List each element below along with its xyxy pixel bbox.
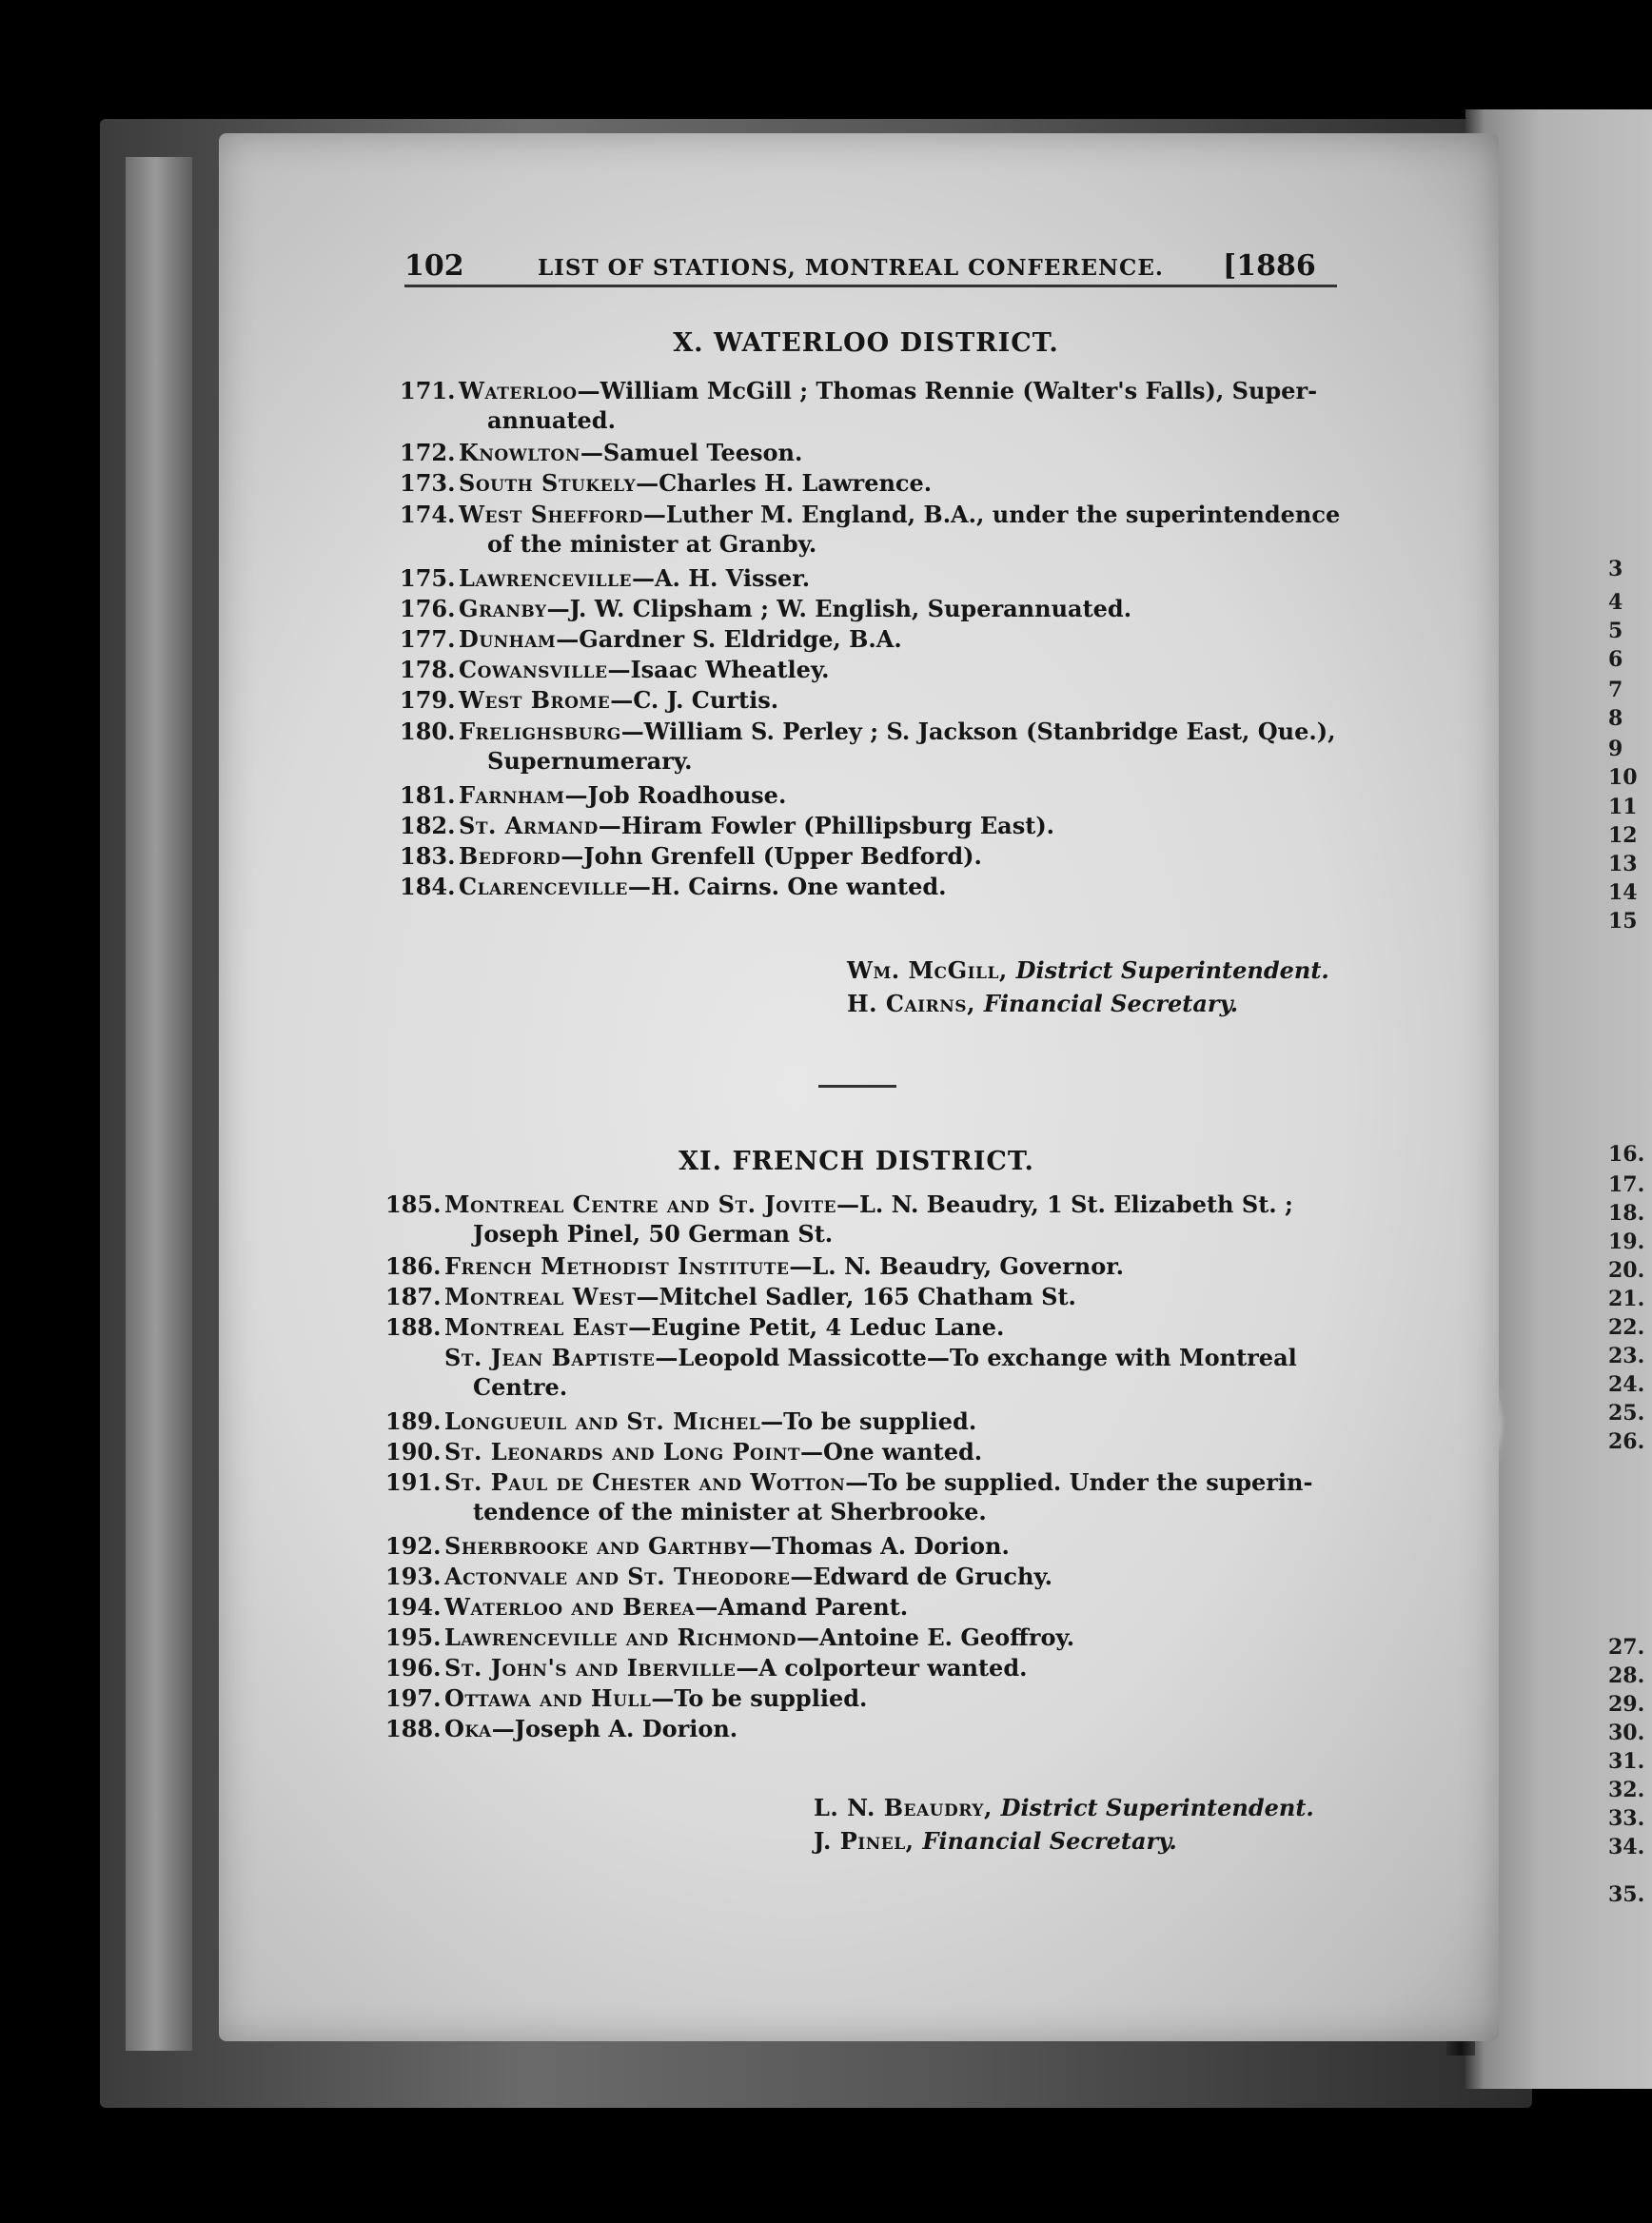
adjacent-page-number: 25. [1608, 1401, 1645, 1426]
signatory-name: H. Cairns, [847, 990, 984, 1017]
station-name: Ottawa and Hull [444, 1684, 652, 1712]
station-name: Sherbrooke and Garthby [444, 1532, 749, 1560]
station-appointment: —To be supplied. [760, 1407, 977, 1435]
adjacent-page-number: 16. [1608, 1142, 1645, 1167]
adjacent-page-number: 10 [1608, 765, 1638, 790]
station-appointment: —Isaac Wheatley. [607, 656, 830, 683]
station-entry [385, 1623, 1337, 1652]
adjacent-page-number: 7 [1608, 678, 1623, 702]
station-appointment: —One wanted. [800, 1438, 983, 1466]
adjacent-page-number: 3 [1608, 557, 1623, 581]
station-line [444, 1467, 1337, 1497]
station-appointment: —Luther M. England, B.A., under the superintendence [642, 501, 1341, 528]
station-appointment: —Job Roadhouse. [564, 781, 787, 809]
station-line [444, 1190, 1337, 1219]
station-entry [400, 376, 1351, 435]
district-title-waterloo: X. WATERLOO DISTRICT. [673, 328, 1059, 358]
station-entry [385, 1312, 1337, 1342]
station-line [444, 1282, 1337, 1311]
station-name: Actonvale and St. Theodore [444, 1563, 791, 1590]
district-title-french: XI. FRENCH DISTRICT. [678, 1147, 1034, 1176]
station-appointment: —Mitchel Sadler, 165 Chatham St. [636, 1283, 1076, 1310]
station-number: 187. [385, 1283, 442, 1310]
adjacent-page-number: 19. [1608, 1230, 1645, 1254]
station-appointment: —Gardner S. Eldridge, B.A. [556, 625, 902, 653]
adjacent-page-number: 28. [1608, 1663, 1645, 1688]
header-rule [404, 285, 1337, 287]
station-line [444, 1683, 1337, 1713]
adjacent-page-number: 22. [1608, 1315, 1645, 1340]
station-line [459, 438, 1351, 467]
adjacent-page-number: 8 [1608, 706, 1623, 731]
station-entry [385, 1562, 1337, 1591]
year: [1886 [1223, 249, 1316, 283]
station-number: 176. [400, 595, 456, 622]
station-line [444, 1437, 1337, 1466]
adjacent-page-number: 6 [1608, 647, 1623, 672]
station-number: 171. [400, 377, 456, 404]
station-number: 183. [400, 842, 456, 870]
station-appointment: —To be supplied. [651, 1684, 868, 1712]
station-appointment: —A colporteur wanted. [736, 1654, 1028, 1682]
station-line [444, 1251, 1337, 1281]
station-name: Montreal East [444, 1313, 629, 1341]
station-line [459, 685, 1351, 715]
station-number: 189. [385, 1407, 442, 1435]
station-number: 180. [400, 718, 456, 745]
signatory-name: L. N. Beaudry, [814, 1794, 1001, 1821]
station-number: 178. [400, 656, 456, 683]
station-number: 194. [385, 1593, 442, 1621]
station-appointment: —A. H. Visser. [631, 564, 811, 592]
station-number: 181. [400, 781, 456, 809]
adjacent-page-number: 4 [1608, 590, 1623, 615]
adjacent-page-number: 29. [1608, 1692, 1645, 1717]
station-appointment: —Charles H. Lawrence. [636, 469, 933, 497]
station-appointment: —Thomas A. Dorion. [748, 1532, 1010, 1560]
station-entry [400, 438, 1351, 467]
station-appointment: —John Grenfell (Upper Bedford). [560, 842, 982, 870]
station-entry [400, 500, 1351, 559]
station-name: West Brome [459, 686, 611, 714]
station-name: Waterloo and Berea [444, 1593, 696, 1621]
station-entry [385, 1190, 1337, 1249]
station-name: Knowlton [459, 439, 580, 466]
adjacent-page-number: 21. [1608, 1287, 1645, 1311]
running-head: LIST OF STATIONS, MONTREAL CONFERENCE. [538, 255, 1164, 281]
station-number: 195. [385, 1623, 442, 1651]
station-entry [385, 1437, 1337, 1466]
adjacent-page-number: 18. [1608, 1201, 1645, 1226]
station-appointment: —William McGill ; Thomas Rennie (Walter's Falls), Super- [577, 377, 1318, 404]
station-name: Lawrenceville and Richmond [444, 1623, 797, 1651]
station-name: St. John's and Iberville [444, 1654, 737, 1682]
station-number: 179. [400, 686, 456, 714]
station-appointment: —C. J. Curtis. [610, 686, 779, 714]
station-line [459, 468, 1351, 498]
station-appointment: —Amand Parent. [695, 1593, 909, 1621]
page-number: 102 [404, 249, 464, 283]
adjacent-page-number: 20. [1608, 1258, 1645, 1283]
adjacent-page-number: 30. [1608, 1721, 1645, 1745]
station-name: French Methodist Institute [444, 1252, 790, 1280]
adjacent-page-number: 27. [1608, 1635, 1645, 1660]
station-entry [385, 1343, 1337, 1402]
adjacent-page-number: 31. [1608, 1749, 1645, 1774]
signature-line [814, 1827, 1177, 1855]
adjacent-page-number: 35. [1608, 1882, 1645, 1907]
station-appointment: —Leopold Massicotte—To exchange with Montreal [655, 1344, 1297, 1371]
station-line [444, 1592, 1337, 1622]
station-entry [400, 594, 1351, 623]
signatory-role: Financial Secretary. [983, 990, 1239, 1017]
station-name: Bedford [459, 842, 561, 870]
station-appointment: —Samuel Teeson. [580, 439, 803, 466]
adjacent-page-number: 9 [1608, 737, 1623, 761]
signatory-role: District Superintendent. [1000, 1794, 1314, 1821]
station-line [444, 1714, 1337, 1743]
station-appointment: —J. W. Clipsham ; W. English, Superannuated. [546, 595, 1132, 622]
station-line [459, 872, 1351, 901]
station-entry [400, 563, 1351, 593]
station-continuation: Supernumerary. [487, 747, 693, 775]
station-line [444, 1623, 1337, 1652]
station-line [459, 717, 1351, 746]
adjacent-page-number: 34. [1608, 1835, 1645, 1859]
station-name: Farnham [459, 781, 565, 809]
adjacent-page-number: 24. [1608, 1372, 1645, 1397]
station-number: 173. [400, 469, 456, 497]
station-appointment: —L. N. Beaudry, 1 St. Elizabeth St. ; [836, 1190, 1293, 1218]
station-name: South Stukely [459, 469, 637, 497]
station-line [444, 1653, 1337, 1682]
station-appointment: —Joseph A. Dorion. [491, 1715, 738, 1742]
station-number: 188. [385, 1313, 442, 1341]
station-line [459, 655, 1351, 684]
station-name: St. Jean Baptiste [444, 1344, 656, 1371]
signature-line [847, 990, 1238, 1017]
station-name: Montreal West [444, 1283, 637, 1310]
station-number: 182. [400, 812, 456, 839]
station-line [459, 811, 1351, 840]
station-entry [385, 1531, 1337, 1561]
station-appointment: —To be supplied. Under the superin- [845, 1468, 1313, 1496]
adjacent-page-number: 15 [1608, 909, 1638, 934]
station-continuation: tendence of the minister at Sherbrooke. [473, 1498, 987, 1525]
station-continuation: of the minister at Granby. [487, 530, 817, 558]
station-name: Frelighsburg [459, 718, 621, 745]
station-entry [400, 717, 1351, 776]
station-appointment: —Hiram Fowler (Phillipsburg East). [598, 812, 1055, 839]
station-appointment: —Edward de Gruchy. [790, 1563, 1052, 1590]
station-number: 177. [400, 625, 456, 653]
adjacent-page-number: 14 [1608, 880, 1638, 905]
station-entry [385, 1592, 1337, 1622]
station-entry [400, 624, 1351, 654]
adjacent-page-number: 26. [1608, 1429, 1645, 1454]
station-name: West Shefford [459, 501, 643, 528]
adjacent-page-number: 23. [1608, 1344, 1645, 1368]
station-line [444, 1407, 1337, 1436]
station-appointment: —H. Cairns. One wanted. [627, 873, 947, 900]
station-line [459, 780, 1351, 810]
station-entry [400, 655, 1351, 684]
station-number: 197. [385, 1684, 442, 1712]
station-name: Lawrenceville [459, 564, 632, 592]
station-line [444, 1531, 1337, 1561]
station-name: Montreal Centre and St. Jovite [444, 1190, 836, 1218]
page-header [404, 249, 1356, 283]
adjacent-page-numbers [1608, 0, 1652, 2223]
adjacent-page-number: 11 [1608, 795, 1638, 819]
station-number: 193. [385, 1563, 442, 1590]
adjacent-page-number: 13 [1608, 852, 1638, 876]
station-continuation: Centre. [473, 1373, 568, 1401]
station-name: Dunham [459, 625, 557, 653]
cover-edge [126, 157, 192, 2051]
station-line [444, 1562, 1337, 1591]
station-continuation: Joseph Pinel, 50 German St. [473, 1220, 834, 1248]
station-entry [400, 468, 1351, 498]
station-entry [400, 780, 1351, 810]
station-line [444, 1343, 1337, 1372]
station-number: 175. [400, 564, 456, 592]
station-number: 191. [385, 1468, 442, 1496]
signatory-name: Wm. McGill, [847, 956, 1016, 984]
adjacent-page-number: 17. [1608, 1172, 1645, 1197]
signature-line [814, 1794, 1314, 1821]
station-entry [400, 841, 1351, 871]
station-entry [385, 1714, 1337, 1743]
section-divider [818, 1085, 896, 1088]
station-number: 188. [385, 1715, 442, 1742]
station-number: 196. [385, 1654, 442, 1682]
station-name: Granby [459, 595, 547, 622]
station-entry [400, 685, 1351, 715]
station-line [459, 624, 1351, 654]
station-name: Longueuil and St. Michel [444, 1407, 761, 1435]
station-name: St. Leonards and Long Point [444, 1438, 800, 1466]
station-continuation: annuated. [487, 406, 616, 434]
station-entry [400, 872, 1351, 901]
station-appointment: —Eugine Petit, 4 Leduc Lane. [628, 1313, 1005, 1341]
station-entry [385, 1653, 1337, 1682]
station-number: 190. [385, 1438, 442, 1466]
station-line [444, 1312, 1337, 1342]
adjacent-page-number: 5 [1608, 619, 1623, 643]
station-number: 186. [385, 1252, 442, 1280]
station-line [459, 841, 1351, 871]
station-name: Clarenceville [459, 873, 628, 900]
signatory-role: District Superintendent. [1015, 956, 1329, 984]
station-name: St. Armand [459, 812, 599, 839]
station-entry [385, 1467, 1337, 1526]
signatory-name: J. Pinel, [814, 1827, 923, 1855]
station-appointment: —L. N. Beaudry, Governor. [789, 1252, 1125, 1280]
station-line [459, 500, 1351, 529]
station-entry [400, 811, 1351, 840]
station-number: 184. [400, 873, 456, 900]
signature-line [847, 956, 1329, 984]
station-number: 172. [400, 439, 456, 466]
adjacent-page-number: 33. [1608, 1806, 1645, 1831]
station-number: 192. [385, 1532, 442, 1560]
station-number: 185. [385, 1190, 442, 1218]
station-line [459, 376, 1351, 405]
adjacent-page-number: 32. [1608, 1778, 1645, 1802]
station-appointment: —William S. Perley ; S. Jackson (Stanbridge East, Que.), [620, 718, 1336, 745]
station-name: Waterloo [459, 377, 578, 404]
station-name: Cowansville [459, 656, 608, 683]
station-line [459, 594, 1351, 623]
station-name: Oka [444, 1715, 492, 1742]
station-number: 174. [400, 501, 456, 528]
station-line [459, 563, 1351, 593]
station-entry [385, 1683, 1337, 1713]
adjacent-page-number: 12 [1608, 823, 1638, 848]
station-entry [385, 1407, 1337, 1436]
station-name: St. Paul de Chester and Wotton [444, 1468, 846, 1496]
station-appointment: —Antoine E. Geoffroy. [796, 1623, 1075, 1651]
station-entry [385, 1282, 1337, 1311]
signatory-role: Financial Secretary. [922, 1827, 1177, 1855]
station-entry [385, 1251, 1337, 1281]
